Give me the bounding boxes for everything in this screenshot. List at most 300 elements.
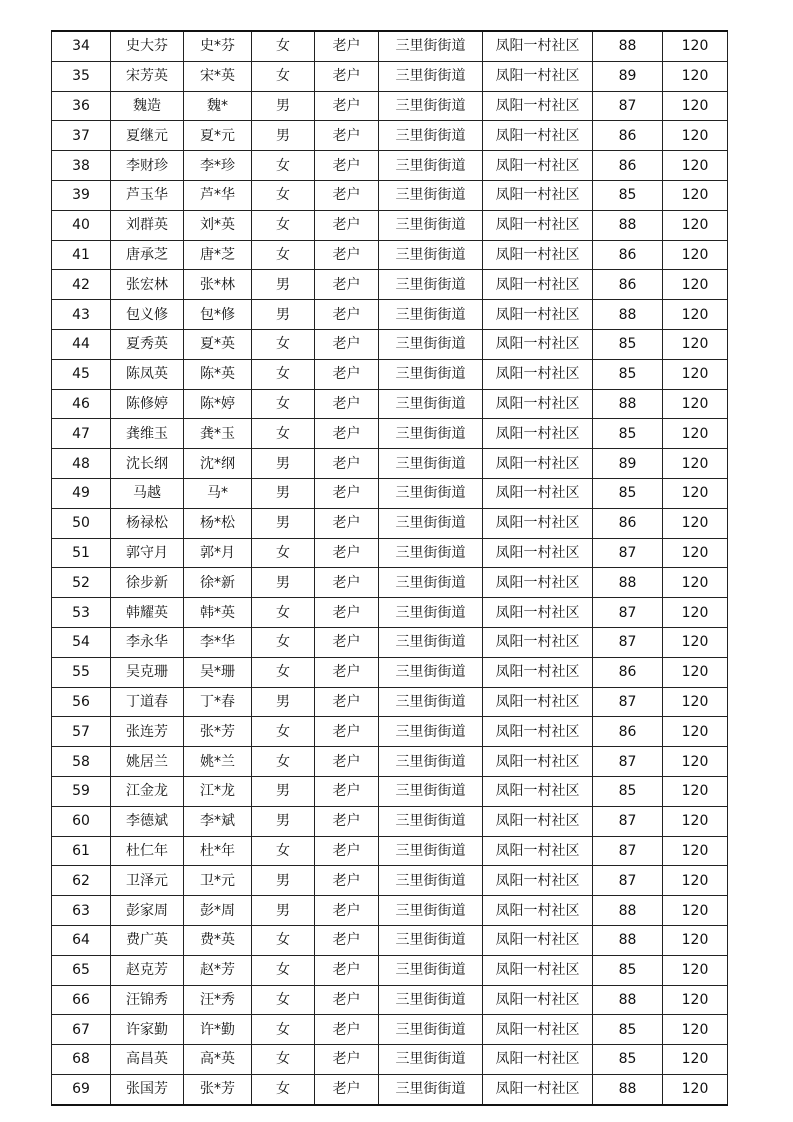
cell-number: 38: [52, 151, 111, 181]
cell-street: 三里街街道: [379, 836, 483, 866]
cell-age: 85: [593, 1015, 663, 1045]
cell-gender: 男: [252, 449, 315, 479]
cell-age: 85: [593, 329, 663, 359]
cell-age: 88: [593, 896, 663, 926]
cell-name: 沈长纲: [111, 449, 184, 479]
cell-amount: 120: [663, 449, 728, 479]
cell-amount: 120: [663, 896, 728, 926]
table-row: [52, 776, 728, 806]
cell-gender: 女: [252, 61, 315, 91]
cell-number: 58: [52, 747, 111, 777]
cell-street: 三里街街道: [379, 866, 483, 896]
cell-gender: 男: [252, 866, 315, 896]
cell-amount: 120: [663, 359, 728, 389]
cell-street: 三里街街道: [379, 538, 483, 568]
cell-household-type: 老户: [315, 925, 379, 955]
table-row: [52, 657, 728, 687]
cell-household-type: 老户: [315, 180, 379, 210]
cell-masked-name: 沈*纲: [184, 449, 252, 479]
cell-household-type: 老户: [315, 657, 379, 687]
table-row: [52, 925, 728, 955]
cell-age: 89: [593, 61, 663, 91]
cell-gender: 女: [252, 240, 315, 270]
cell-community: 凤阳一村社区: [483, 925, 593, 955]
cell-age: 88: [593, 1074, 663, 1104]
cell-amount: 120: [663, 657, 728, 687]
cell-community: 凤阳一村社区: [483, 419, 593, 449]
cell-community: 凤阳一村社区: [483, 1074, 593, 1104]
cell-age: 86: [593, 240, 663, 270]
cell-number: 62: [52, 866, 111, 896]
cell-number: 35: [52, 61, 111, 91]
cell-masked-name: 姚*兰: [184, 747, 252, 777]
cell-masked-name: 陈*婷: [184, 389, 252, 419]
cell-community: 凤阳一村社区: [483, 776, 593, 806]
cell-number: 49: [52, 478, 111, 508]
cell-community: 凤阳一村社区: [483, 508, 593, 538]
cell-number: 55: [52, 657, 111, 687]
cell-community: 凤阳一村社区: [483, 955, 593, 985]
cell-gender: 女: [252, 31, 315, 61]
cell-household-type: 老户: [315, 508, 379, 538]
cell-gender: 男: [252, 508, 315, 538]
cell-age: 88: [593, 568, 663, 598]
cell-number: 46: [52, 389, 111, 419]
cell-masked-name: 卫*元: [184, 866, 252, 896]
cell-street: 三里街街道: [379, 568, 483, 598]
cell-gender: 女: [252, 329, 315, 359]
cell-gender: 女: [252, 151, 315, 181]
cell-gender: 女: [252, 210, 315, 240]
cell-age: 88: [593, 389, 663, 419]
table-row: [52, 270, 728, 300]
cell-community: 凤阳一村社区: [483, 478, 593, 508]
table-row: [52, 478, 728, 508]
cell-gender: 女: [252, 1074, 315, 1104]
cell-street: 三里街街道: [379, 985, 483, 1015]
cell-masked-name: 李*珍: [184, 151, 252, 181]
cell-street: 三里街街道: [379, 687, 483, 717]
cell-age: 87: [593, 627, 663, 657]
cell-number: 67: [52, 1015, 111, 1045]
cell-masked-name: 夏*元: [184, 121, 252, 151]
cell-amount: 120: [663, 61, 728, 91]
cell-masked-name: 李*斌: [184, 806, 252, 836]
cell-household-type: 老户: [315, 806, 379, 836]
cell-age: 86: [593, 270, 663, 300]
cell-amount: 120: [663, 121, 728, 151]
cell-street: 三里街街道: [379, 419, 483, 449]
cell-street: 三里街街道: [379, 61, 483, 91]
cell-gender: 男: [252, 896, 315, 926]
cell-age: 85: [593, 955, 663, 985]
table-row: [52, 866, 728, 896]
cell-number: 39: [52, 180, 111, 210]
cell-gender: 女: [252, 747, 315, 777]
cell-community: 凤阳一村社区: [483, 270, 593, 300]
cell-community: 凤阳一村社区: [483, 866, 593, 896]
cell-household-type: 老户: [315, 836, 379, 866]
cell-street: 三里街街道: [379, 300, 483, 330]
cell-name: 李财珍: [111, 151, 184, 181]
table-row: [52, 300, 728, 330]
cell-number: 43: [52, 300, 111, 330]
cell-gender: 女: [252, 955, 315, 985]
cell-gender: 男: [252, 270, 315, 300]
cell-street: 三里街街道: [379, 359, 483, 389]
cell-amount: 120: [663, 1074, 728, 1104]
document-page: [51, 30, 727, 1106]
cell-masked-name: 许*勤: [184, 1015, 252, 1045]
table-row: [52, 508, 728, 538]
cell-name: 许家勤: [111, 1015, 184, 1045]
cell-masked-name: 张*芳: [184, 1074, 252, 1104]
cell-street: 三里街街道: [379, 91, 483, 121]
cell-masked-name: 史*芬: [184, 31, 252, 61]
cell-name: 刘群英: [111, 210, 184, 240]
cell-household-type: 老户: [315, 419, 379, 449]
cell-gender: 男: [252, 121, 315, 151]
cell-community: 凤阳一村社区: [483, 747, 593, 777]
cell-household-type: 老户: [315, 747, 379, 777]
cell-masked-name: 张*芳: [184, 717, 252, 747]
cell-community: 凤阳一村社区: [483, 300, 593, 330]
cell-age: 85: [593, 1045, 663, 1075]
cell-number: 59: [52, 776, 111, 806]
cell-household-type: 老户: [315, 359, 379, 389]
cell-street: 三里街街道: [379, 210, 483, 240]
cell-masked-name: 郭*月: [184, 538, 252, 568]
cell-household-type: 老户: [315, 776, 379, 806]
cell-name: 陈修婷: [111, 389, 184, 419]
cell-age: 87: [593, 687, 663, 717]
cell-community: 凤阳一村社区: [483, 240, 593, 270]
cell-age: 88: [593, 300, 663, 330]
cell-age: 88: [593, 31, 663, 61]
cell-name: 李德斌: [111, 806, 184, 836]
cell-community: 凤阳一村社区: [483, 627, 593, 657]
cell-community: 凤阳一村社区: [483, 121, 593, 151]
cell-street: 三里街街道: [379, 717, 483, 747]
cell-gender: 女: [252, 180, 315, 210]
cell-amount: 120: [663, 627, 728, 657]
cell-name: 张连芳: [111, 717, 184, 747]
cell-name: 龚维玉: [111, 419, 184, 449]
cell-community: 凤阳一村社区: [483, 896, 593, 926]
cell-number: 41: [52, 240, 111, 270]
cell-amount: 120: [663, 508, 728, 538]
cell-street: 三里街街道: [379, 896, 483, 926]
table-row: [52, 955, 728, 985]
cell-age: 86: [593, 717, 663, 747]
cell-masked-name: 宋*英: [184, 61, 252, 91]
cell-gender: 女: [252, 389, 315, 419]
cell-street: 三里街街道: [379, 329, 483, 359]
cell-age: 87: [593, 538, 663, 568]
cell-street: 三里街街道: [379, 151, 483, 181]
cell-gender: 女: [252, 627, 315, 657]
cell-age: 86: [593, 657, 663, 687]
cell-masked-name: 吴*珊: [184, 657, 252, 687]
cell-amount: 120: [663, 300, 728, 330]
cell-name: 唐承芝: [111, 240, 184, 270]
cell-community: 凤阳一村社区: [483, 61, 593, 91]
cell-amount: 120: [663, 568, 728, 598]
cell-street: 三里街街道: [379, 449, 483, 479]
cell-age: 88: [593, 210, 663, 240]
table-row: [52, 836, 728, 866]
cell-age: 87: [593, 836, 663, 866]
cell-amount: 120: [663, 419, 728, 449]
cell-amount: 120: [663, 1015, 728, 1045]
cell-number: 61: [52, 836, 111, 866]
table-row: [52, 627, 728, 657]
cell-name: 陈凤英: [111, 359, 184, 389]
cell-name: 吴克珊: [111, 657, 184, 687]
cell-age: 87: [593, 747, 663, 777]
cell-age: 86: [593, 508, 663, 538]
cell-household-type: 老户: [315, 210, 379, 240]
cell-household-type: 老户: [315, 568, 379, 598]
cell-household-type: 老户: [315, 270, 379, 300]
cell-number: 52: [52, 568, 111, 598]
cell-name: 杨禄松: [111, 508, 184, 538]
cell-number: 66: [52, 985, 111, 1015]
cell-community: 凤阳一村社区: [483, 568, 593, 598]
cell-masked-name: 杨*松: [184, 508, 252, 538]
cell-household-type: 老户: [315, 121, 379, 151]
cell-community: 凤阳一村社区: [483, 657, 593, 687]
cell-street: 三里街街道: [379, 925, 483, 955]
table-row: [52, 389, 728, 419]
cell-street: 三里街街道: [379, 478, 483, 508]
cell-community: 凤阳一村社区: [483, 1045, 593, 1075]
cell-age: 87: [593, 866, 663, 896]
cell-gender: 女: [252, 538, 315, 568]
cell-name: 江金龙: [111, 776, 184, 806]
cell-amount: 120: [663, 955, 728, 985]
cell-age: 85: [593, 776, 663, 806]
cell-amount: 120: [663, 925, 728, 955]
cell-name: 包义修: [111, 300, 184, 330]
cell-street: 三里街街道: [379, 389, 483, 419]
cell-name: 徐步新: [111, 568, 184, 598]
cell-community: 凤阳一村社区: [483, 91, 593, 121]
table-row: [52, 449, 728, 479]
cell-number: 37: [52, 121, 111, 151]
cell-community: 凤阳一村社区: [483, 389, 593, 419]
table-row: [52, 329, 728, 359]
cell-name: 韩耀英: [111, 598, 184, 628]
cell-masked-name: 陈*英: [184, 359, 252, 389]
cell-name: 马越: [111, 478, 184, 508]
cell-amount: 120: [663, 270, 728, 300]
cell-household-type: 老户: [315, 866, 379, 896]
cell-name: 赵克芳: [111, 955, 184, 985]
cell-gender: 女: [252, 359, 315, 389]
cell-number: 68: [52, 1045, 111, 1075]
table-row: [52, 31, 728, 61]
cell-gender: 女: [252, 717, 315, 747]
cell-amount: 120: [663, 776, 728, 806]
cell-household-type: 老户: [315, 1045, 379, 1075]
cell-community: 凤阳一村社区: [483, 538, 593, 568]
cell-community: 凤阳一村社区: [483, 180, 593, 210]
cell-gender: 男: [252, 91, 315, 121]
cell-number: 45: [52, 359, 111, 389]
cell-community: 凤阳一村社区: [483, 836, 593, 866]
cell-gender: 男: [252, 806, 315, 836]
table-row: [52, 598, 728, 628]
cell-household-type: 老户: [315, 687, 379, 717]
cell-amount: 120: [663, 985, 728, 1015]
cell-age: 87: [593, 598, 663, 628]
cell-street: 三里街街道: [379, 121, 483, 151]
cell-household-type: 老户: [315, 1074, 379, 1104]
table-row: [52, 359, 728, 389]
cell-gender: 女: [252, 925, 315, 955]
cell-street: 三里街街道: [379, 806, 483, 836]
cell-household-type: 老户: [315, 627, 379, 657]
cell-amount: 120: [663, 478, 728, 508]
cell-number: 63: [52, 896, 111, 926]
cell-gender: 女: [252, 1045, 315, 1075]
cell-community: 凤阳一村社区: [483, 31, 593, 61]
cell-amount: 120: [663, 866, 728, 896]
cell-masked-name: 杜*年: [184, 836, 252, 866]
cell-amount: 120: [663, 240, 728, 270]
cell-amount: 120: [663, 91, 728, 121]
cell-number: 48: [52, 449, 111, 479]
cell-name: 彭家周: [111, 896, 184, 926]
cell-name: 夏继元: [111, 121, 184, 151]
cell-masked-name: 张*林: [184, 270, 252, 300]
table-row: [52, 91, 728, 121]
cell-community: 凤阳一村社区: [483, 329, 593, 359]
cell-masked-name: 彭*周: [184, 896, 252, 926]
cell-name: 张国芳: [111, 1074, 184, 1104]
cell-street: 三里街街道: [379, 270, 483, 300]
cell-community: 凤阳一村社区: [483, 1015, 593, 1045]
cell-number: 53: [52, 598, 111, 628]
cell-name: 卫泽元: [111, 866, 184, 896]
cell-number: 34: [52, 31, 111, 61]
cell-number: 60: [52, 806, 111, 836]
cell-street: 三里街街道: [379, 657, 483, 687]
cell-gender: 男: [252, 776, 315, 806]
cell-gender: 女: [252, 598, 315, 628]
cell-name: 史大芬: [111, 31, 184, 61]
cell-number: 51: [52, 538, 111, 568]
table-row: [52, 747, 728, 777]
table-row: [52, 121, 728, 151]
cell-masked-name: 龚*玉: [184, 419, 252, 449]
cell-age: 85: [593, 478, 663, 508]
cell-household-type: 老户: [315, 31, 379, 61]
cell-gender: 男: [252, 478, 315, 508]
cell-number: 64: [52, 925, 111, 955]
cell-gender: 男: [252, 300, 315, 330]
cell-masked-name: 汪*秀: [184, 985, 252, 1015]
cell-masked-name: 徐*新: [184, 568, 252, 598]
cell-household-type: 老户: [315, 389, 379, 419]
cell-street: 三里街街道: [379, 747, 483, 777]
cell-name: 丁道春: [111, 687, 184, 717]
cell-gender: 女: [252, 985, 315, 1015]
cell-masked-name: 高*英: [184, 1045, 252, 1075]
cell-number: 57: [52, 717, 111, 747]
table-row: [52, 687, 728, 717]
cell-household-type: 老户: [315, 91, 379, 121]
cell-gender: 男: [252, 568, 315, 598]
cell-household-type: 老户: [315, 240, 379, 270]
cell-household-type: 老户: [315, 329, 379, 359]
roster-body: [52, 31, 728, 1105]
cell-household-type: 老户: [315, 449, 379, 479]
cell-gender: 女: [252, 657, 315, 687]
cell-age: 88: [593, 985, 663, 1015]
cell-household-type: 老户: [315, 896, 379, 926]
cell-name: 魏造: [111, 91, 184, 121]
cell-amount: 120: [663, 210, 728, 240]
cell-number: 47: [52, 419, 111, 449]
table-row: [52, 151, 728, 181]
cell-number: 36: [52, 91, 111, 121]
cell-name: 芦玉华: [111, 180, 184, 210]
table-row: [52, 1074, 728, 1104]
roster-table: [51, 30, 728, 1106]
cell-age: 87: [593, 91, 663, 121]
cell-masked-name: 包*修: [184, 300, 252, 330]
cell-household-type: 老户: [315, 300, 379, 330]
table-row: [52, 538, 728, 568]
table-row: [52, 717, 728, 747]
cell-street: 三里街街道: [379, 776, 483, 806]
cell-household-type: 老户: [315, 717, 379, 747]
cell-masked-name: 马*: [184, 478, 252, 508]
cell-name: 高昌英: [111, 1045, 184, 1075]
cell-number: 69: [52, 1074, 111, 1104]
cell-amount: 120: [663, 538, 728, 568]
table-row: [52, 896, 728, 926]
cell-household-type: 老户: [315, 955, 379, 985]
cell-amount: 120: [663, 687, 728, 717]
table-row: [52, 61, 728, 91]
cell-name: 费广英: [111, 925, 184, 955]
cell-number: 44: [52, 329, 111, 359]
cell-age: 85: [593, 180, 663, 210]
cell-number: 54: [52, 627, 111, 657]
cell-age: 86: [593, 121, 663, 151]
cell-gender: 女: [252, 836, 315, 866]
cell-masked-name: 韩*英: [184, 598, 252, 628]
cell-street: 三里街街道: [379, 31, 483, 61]
cell-street: 三里街街道: [379, 955, 483, 985]
cell-street: 三里街街道: [379, 508, 483, 538]
cell-number: 50: [52, 508, 111, 538]
cell-street: 三里街街道: [379, 180, 483, 210]
cell-age: 87: [593, 806, 663, 836]
cell-number: 42: [52, 270, 111, 300]
cell-age: 85: [593, 419, 663, 449]
cell-masked-name: 江*龙: [184, 776, 252, 806]
cell-household-type: 老户: [315, 478, 379, 508]
table-row: [52, 806, 728, 836]
cell-community: 凤阳一村社区: [483, 449, 593, 479]
cell-name: 姚居兰: [111, 747, 184, 777]
cell-gender: 女: [252, 1015, 315, 1045]
cell-street: 三里街街道: [379, 1045, 483, 1075]
